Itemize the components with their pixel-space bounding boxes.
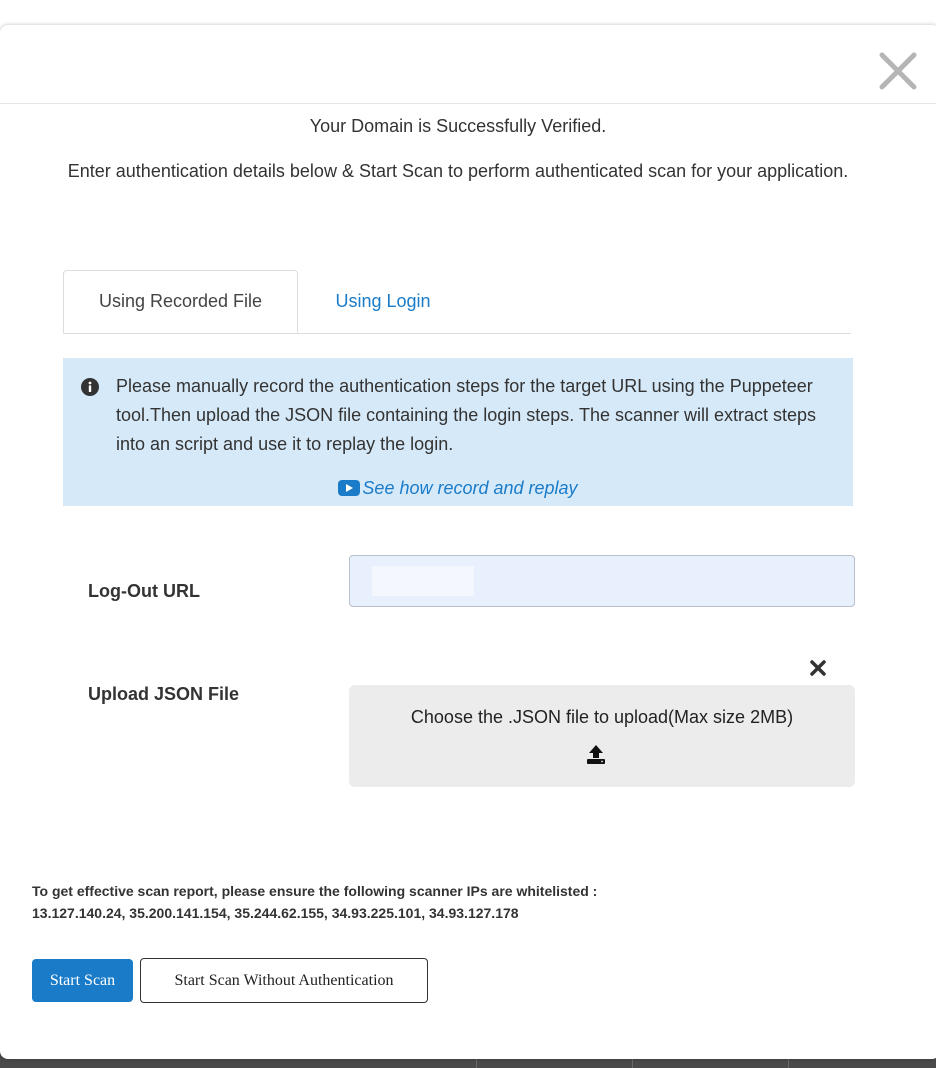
video-link[interactable] — [63, 478, 853, 499]
tab-using-recorded-file[interactable]: Using Recorded File — [63, 270, 298, 333]
close-icon[interactable] — [874, 47, 922, 95]
logout-url-value-mask — [372, 566, 474, 596]
upload-prompt: Choose the .JSON file to upload(Max size 2MB) — [410, 707, 794, 727]
modal-header — [0, 25, 936, 104]
info-circle-icon — [81, 378, 99, 396]
youtube-play-icon — [338, 480, 360, 496]
video-link-label: See how record and replay — [362, 478, 578, 498]
whitelist-notice-text: To get effective scan report, please ensure the following scanner IPs are whitelisted : — [32, 883, 598, 899]
start-scan-button[interactable]: Start Scan — [32, 959, 133, 1002]
logout-url-label: Log-Out URL — [88, 581, 200, 601]
info-text: Please manually record the authentication steps for the target URL using the Puppeteer tool.Then upload the JSON file containing the login steps. The scanner will extract steps into an script and use it to replay the login. — [116, 376, 817, 454]
start-scan-without-auth-button[interactable]: Start Scan Without Authentication — [140, 958, 428, 1003]
tab-using-login[interactable]: Using Login — [335, 291, 431, 311]
verified-message: Your Domain is Successfully Verified. — [309, 116, 607, 136]
json-upload-dropzone[interactable] — [349, 685, 855, 787]
instructions-text: Enter authentication details below & Start Scan to perform authenticated scan for your application. — [67, 161, 849, 181]
upload-icon — [585, 743, 607, 765]
scanner-ip-list: 13.127.140.24, 35.200.141.154, 35.244.62.155, 34.93.225.101, 34.93.127.178 — [32, 905, 519, 921]
info-panel — [63, 358, 853, 506]
whitelist-notice — [32, 880, 892, 924]
auth-method-tabs — [63, 270, 851, 334]
clear-file-icon[interactable] — [808, 658, 828, 678]
upload-json-label: Upload JSON File — [88, 684, 240, 704]
